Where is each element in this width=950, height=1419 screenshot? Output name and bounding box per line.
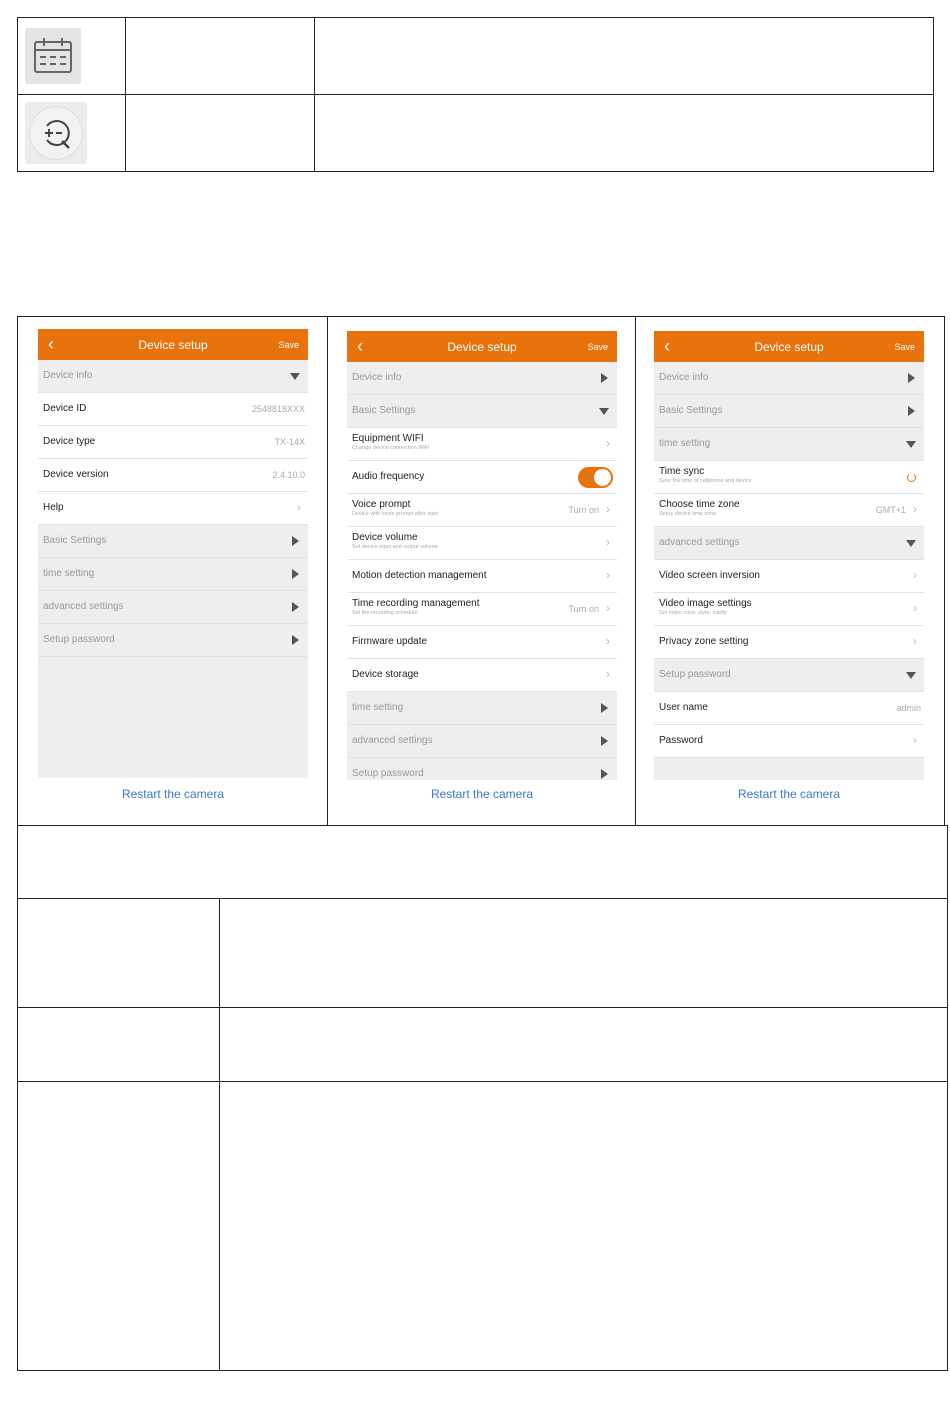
setting-label: User name [659, 702, 708, 713]
app-header [654, 331, 924, 362]
setting-item-device-type[interactable] [38, 426, 308, 459]
settings-list [654, 362, 924, 780]
chevron-right-icon: › [913, 601, 917, 615]
setting-item-voice-prompt[interactable] [347, 494, 617, 527]
chevron-right-icon: › [606, 667, 610, 681]
section-header-advanced-settings[interactable] [654, 527, 924, 560]
save-button[interactable]: Save [587, 342, 608, 352]
screenshot-panels [17, 316, 945, 825]
chevron-right-icon: › [606, 535, 610, 549]
setting-label: Device ID [43, 403, 87, 414]
caret-right-icon [292, 602, 299, 612]
caret-down-icon [906, 672, 916, 679]
restart-camera-link[interactable]: Restart the camera [121, 787, 225, 801]
setting-item-choose-time-zone[interactable] [654, 494, 924, 527]
column-divider [314, 18, 315, 171]
save-button[interactable]: Save [894, 342, 915, 352]
setting-item-help[interactable] [38, 492, 308, 525]
column-divider [125, 18, 126, 171]
setting-item-motion-detection-management[interactable] [347, 560, 617, 593]
setting-label: Time recording management [352, 598, 480, 609]
setting-label: time setting [659, 438, 711, 449]
section-header-time-setting[interactable] [347, 692, 617, 725]
chevron-left-icon[interactable]: ‹ [357, 336, 363, 356]
caret-down-icon [290, 373, 300, 380]
setting-item-device-version[interactable] [38, 459, 308, 492]
icon-table [17, 17, 934, 172]
section-header-advanced-settings[interactable] [38, 591, 308, 624]
setting-item-video-image-settings[interactable] [654, 593, 924, 626]
section-header-basic-settings[interactable] [347, 395, 617, 428]
setting-label: Time sync [659, 466, 705, 477]
section-header-setup-password[interactable] [654, 659, 924, 692]
caret-right-icon [292, 536, 299, 546]
calendar-icon [25, 28, 81, 84]
setting-value: TX-14X [274, 437, 305, 447]
zoom-in-out-icon [25, 102, 87, 164]
setting-label: Device info [43, 370, 93, 381]
setting-label: Device volume [352, 532, 418, 543]
caret-right-icon [292, 635, 299, 645]
chevron-right-icon: › [297, 500, 301, 514]
setting-description: Device with voice prompt after start [352, 511, 438, 517]
setting-item-device-id[interactable] [38, 393, 308, 426]
section-header-basic-settings[interactable] [654, 395, 924, 428]
row-divider [18, 1081, 947, 1082]
setting-item-firmware-update[interactable] [347, 626, 617, 659]
setting-item-password[interactable] [654, 725, 924, 758]
restart-camera-link[interactable]: Restart the camera [430, 787, 534, 801]
setting-description: Set the recording schedule [352, 610, 418, 616]
panel-divider [635, 317, 636, 825]
chevron-right-icon: › [913, 733, 917, 747]
caret-right-icon [908, 373, 915, 383]
device-setup-screen-info [38, 329, 308, 824]
setting-item-audio-frequency[interactable] [347, 461, 617, 494]
row-divider [18, 898, 947, 899]
setting-value: 2.4.10.0 [272, 470, 305, 480]
section-header-basic-settings[interactable] [38, 525, 308, 558]
setting-description: Set video color, style, clarity [659, 610, 727, 616]
section-header-setup-password[interactable] [347, 758, 617, 780]
setting-label: Choose time zone [659, 499, 740, 510]
chevron-right-icon: › [606, 568, 610, 582]
caret-down-icon [906, 441, 916, 448]
setting-label: Basic Settings [43, 535, 107, 546]
icon-table-row [18, 95, 933, 171]
chevron-right-icon: › [606, 601, 610, 615]
column-divider [219, 898, 220, 1370]
caret-right-icon [292, 569, 299, 579]
app-header [347, 331, 617, 362]
setting-value: Turn on [568, 604, 599, 614]
setting-label: Basic Settings [352, 405, 416, 416]
chevron-left-icon[interactable]: ‹ [48, 334, 54, 354]
chevron-right-icon: › [913, 502, 917, 516]
audio-frequency-toggle[interactable] [578, 467, 613, 488]
caret-right-icon [601, 769, 608, 779]
setting-label: Basic Settings [659, 405, 723, 416]
caret-right-icon [601, 373, 608, 383]
caret-right-icon [601, 703, 608, 713]
setting-description: Sync the time of cellphone and device [659, 478, 752, 484]
setting-label: time setting [352, 702, 404, 713]
section-header-device-info[interactable] [654, 362, 924, 395]
chevron-right-icon: › [913, 568, 917, 582]
setting-description: Change device connection WiFi [352, 445, 430, 451]
caret-down-icon [599, 408, 609, 415]
setting-description: Set device input and output volume [352, 544, 438, 550]
setting-item-device-storage[interactable] [347, 659, 617, 692]
setting-label: Firmware update [352, 636, 428, 647]
panel-divider [327, 317, 328, 825]
settings-list [347, 362, 617, 780]
device-setup-screen-time [654, 331, 924, 826]
setting-label: Setup password [659, 669, 731, 680]
page-title: Device setup [754, 340, 824, 354]
setting-label: time setting [43, 568, 95, 579]
caret-down-icon [906, 540, 916, 547]
section-header-advanced-settings[interactable] [347, 725, 617, 758]
page-title: Device setup [138, 338, 208, 352]
chevron-right-icon: › [606, 502, 610, 516]
setting-label: Equipment WIFI [352, 433, 424, 444]
setting-value: GMT+1 [875, 505, 906, 515]
setting-item-equipment-wifi[interactable] [347, 428, 617, 461]
setting-item-video-screen-inversion[interactable] [654, 560, 924, 593]
section-header-time-setting[interactable] [38, 558, 308, 591]
setting-item-time-sync[interactable] [654, 461, 924, 494]
setting-label: advanced settings [659, 537, 740, 548]
setting-label: Video image settings [659, 598, 752, 609]
setting-item-time-recording-management[interactable] [347, 593, 617, 626]
setting-value: admin [896, 703, 921, 713]
row-divider [18, 1007, 947, 1008]
setting-label: Video screen inversion [659, 570, 760, 581]
settings-list [38, 360, 308, 778]
chevron-right-icon: › [606, 634, 610, 648]
setting-value: 2548818XXX [251, 404, 305, 414]
description-table [17, 825, 948, 1371]
chevron-left-icon[interactable]: ‹ [664, 336, 670, 356]
setting-item-user-name[interactable] [654, 692, 924, 725]
save-button[interactable]: Save [278, 340, 299, 350]
chevron-right-icon: › [913, 634, 917, 648]
restart-camera-link[interactable]: Restart the camera [737, 787, 841, 801]
section-header-device-info[interactable] [38, 360, 308, 393]
setting-label: Setup password [43, 634, 115, 645]
setting-label: Device info [659, 372, 709, 383]
setting-label: Password [659, 735, 703, 746]
setting-label: Audio frequency [352, 471, 425, 482]
setting-label: advanced settings [43, 601, 124, 612]
caret-right-icon [908, 406, 915, 416]
setting-label: Device info [352, 372, 402, 383]
chevron-right-icon: › [606, 436, 610, 450]
setting-item-privacy-zone-setting[interactable] [654, 626, 924, 659]
setting-label: Device version [43, 469, 109, 480]
section-header-time-setting[interactable] [654, 428, 924, 461]
setting-label: Motion detection management [352, 570, 487, 581]
setting-label: Setup password [352, 768, 424, 779]
setting-description: Setup device time zone [659, 511, 717, 517]
setting-label: Device type [43, 436, 96, 447]
setting-label: Privacy zone setting [659, 636, 749, 647]
section-header-device-info[interactable] [347, 362, 617, 395]
caret-right-icon [601, 736, 608, 746]
device-setup-screen-basic [347, 331, 617, 826]
app-header [38, 329, 308, 360]
page-title: Device setup [447, 340, 517, 354]
section-header-setup-password[interactable] [38, 624, 308, 657]
setting-label: advanced settings [352, 735, 433, 746]
setting-label: Device storage [352, 669, 419, 680]
setting-label: Voice prompt [352, 499, 411, 510]
setting-value: Turn on [568, 505, 599, 515]
setting-label: Help [43, 502, 64, 513]
icon-table-row [18, 18, 933, 95]
sync-icon[interactable] [907, 473, 916, 482]
setting-item-device-volume[interactable] [347, 527, 617, 560]
